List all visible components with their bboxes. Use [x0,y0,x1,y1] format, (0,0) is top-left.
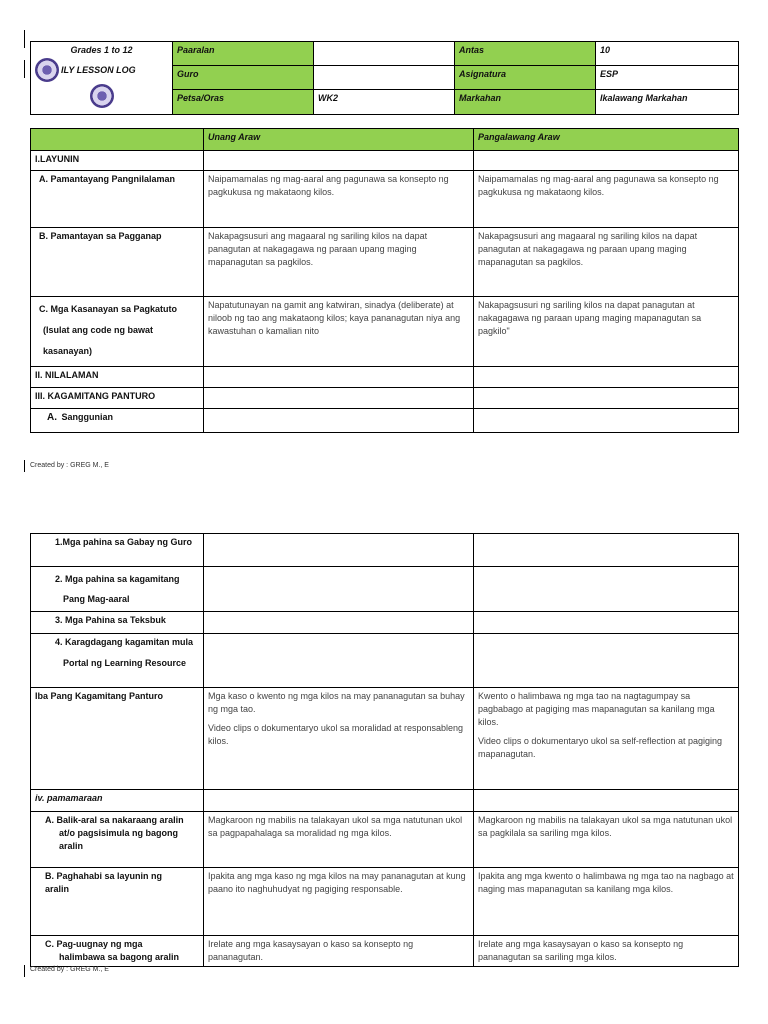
row-label: B. Pamantayan sa Pagganap [31,228,204,297]
cell: Naipamamalas ng mag-aaral ang pagunawa sa konsepto ng pagkukusa ng makataong kilos. [474,171,739,228]
row-label-line: C. Pag-uugnay ng mga [45,939,143,949]
cell [474,790,739,812]
row-label [31,297,204,367]
cell-paragraph: Video clips o dokumentaryo ukol sa moralidad at responsableng kilos. [208,723,463,746]
header-table [30,41,739,115]
column-header: Unang Araw [204,129,474,151]
cell-paragraph: Video clips o dokumentaryo ukol sa self-reflection at pagiging mapanagutan. [478,736,722,759]
lesson-table-1 [30,128,739,433]
row-label-text: 1.Mga pahina sa Gabay ng Guro [55,537,193,547]
deped-seal-icon [35,58,59,82]
column-header: Pangalawang Araw [474,129,739,151]
margin-mark [24,460,25,472]
row-label-line: (Isulat ang code ng bawat [43,325,154,335]
cell [204,612,474,634]
footer-credit: Created by : GREG M., E [30,462,109,469]
row-label [31,634,204,688]
cell [474,367,739,388]
cell [474,612,739,634]
header-value [314,42,455,66]
header-label: Markahan [455,89,596,114]
cell [474,151,739,171]
row-label: III. KAGAMITANG PANTURO [31,388,204,409]
cell [204,151,474,171]
cell [204,688,474,790]
row-label [31,534,204,567]
header-value: Ikalawang Markahan [596,89,739,114]
cell: Irelate ang mga kasaysayan o kaso sa konsepto ng pananagutan sa sariling mga kilos. [474,936,739,967]
cell: Magkaroon ng mabilis na talakayan ukol sa mga natutunan ukol sa pagkilala sa sariling mga kilos. [474,812,739,868]
cell [474,634,739,688]
row-label-line: A. Balik-aral sa nakaraang aralin [45,815,184,825]
row-label-marker: A. [47,412,57,423]
header-label: Asignatura [455,65,596,89]
header-value: ESP [596,65,739,89]
cell: Nakapagsusuri ang magaaral ng sariling kilos na dapat panagutan at nakagagawa ng paraan upang maging mapanagutan sa pagkilos. [474,228,739,297]
row-label: 3. Mga Pahina sa Teksbuk [31,612,204,634]
corner-cell [31,129,204,151]
row-label-line: 4. Karagdagang kagamitan mula [55,637,194,647]
row-label: iv. pamamaraan [31,790,204,812]
deped-seal-icon [90,84,114,108]
cell: Naipamamalas ng mag-aaral ang pagunawa sa konsepto ng pagkukusa ng makataong kilos. [204,171,474,228]
cell [204,790,474,812]
cell: Napatutunayan na gamit ang katwiran, sinadya (deliberate) at niloob ng tao ang makataong kilos; kaya pananagutan niya ang kawastuhan o kamalian nito [204,297,474,367]
margin-mark [24,965,25,977]
row-label [31,409,204,433]
row-label-line: at/o pagsisimula ng bagong aralin [59,828,179,851]
row-label-line: Pang Mag-aaral [63,594,130,604]
cell [204,534,474,567]
cell [474,534,739,567]
cell [474,567,739,612]
header-label: Guro [173,65,314,89]
header-label: Petsa/Oras [173,89,314,114]
margin-mark [24,30,25,48]
row-label [31,567,204,612]
grades-label: Grades 1 to 12 [70,45,133,55]
row-label: I.LAYUNIN [31,151,204,171]
row-label-line: kasanayan) [43,346,93,356]
row-label-line: 2. Mga pahina sa kagamitang [55,574,180,584]
cell [204,367,474,388]
header-label: Antas [455,42,596,66]
cell: Nakapagsusuri ang magaaral ng sariling kilos na dapat panagutan at nakagagawa ng paraan upang maging mapanagutan sa pagkilos. [204,228,474,297]
lesson-log-title: ILY LESSON LOG [61,64,136,75]
row-label-text: Sanggunian [61,412,114,422]
cell: Magkaroon ng mabilis na talakayan ukol sa mga natutunan ukol sa pagpapahalaga sa moralidad ng mga kilos. [204,812,474,868]
row-label-line: Portal ng Learning Resource [63,658,187,668]
cell [204,634,474,688]
cell-paragraph: Mga kaso o kwento ng mga kilos na may pananagutan sa buhay ng mga tao. [208,691,465,714]
row-label-line: halimbawa sa bagong aralin [59,952,180,962]
margin-mark [24,60,25,78]
cell [204,388,474,409]
cell [474,409,739,433]
footer-credit: Created by : GREG M., E [30,966,109,973]
header-value: WK2 [314,89,455,114]
cell [204,409,474,433]
row-label [31,936,204,967]
header-value [314,65,455,89]
cell [474,688,739,790]
row-label-line: C. Mga Kasanayan sa Pagkatuto [39,304,178,314]
cell [204,567,474,612]
row-label: A. Pamantayang Pangnilalaman [31,171,204,228]
header-logo-cell [31,42,173,115]
cell: Nakapagsusuri ng sariling kilos na dapat panagutan at nakagagawa ng paraan upang maging mapanagutan sa pagkilo" [474,297,739,367]
row-label: B. Paghahabi sa layunin ng aralin [31,868,204,936]
header-value: 10 [596,42,739,66]
row-label: Iba Pang Kagamitang Panturo [31,688,204,790]
cell: Ipakita ang mga kaso ng mga kilos na may pananagutan at kung paano ito naghuhudyat ng pagiging responsable. [204,868,474,936]
cell-paragraph: Kwento o halimbawa ng mga tao na nagtagumpay sa pagbabago at pagiging mas mapanagutan sa kanilang mga kilos. [478,691,715,727]
header-label: Paaralan [173,42,314,66]
cell [474,388,739,409]
cell: Ipakita ang mga kwento o halimbawa ng mga tao na nagbago at naging mas mapanagutan sa kanilang mga kilos. [474,868,739,936]
row-label [31,812,204,868]
lesson-table-2 [30,533,739,967]
cell: Irelate ang mga kasaysayan o kaso sa konsepto ng pananagutan. [204,936,474,967]
row-label: II. NILALAMAN [31,367,204,388]
